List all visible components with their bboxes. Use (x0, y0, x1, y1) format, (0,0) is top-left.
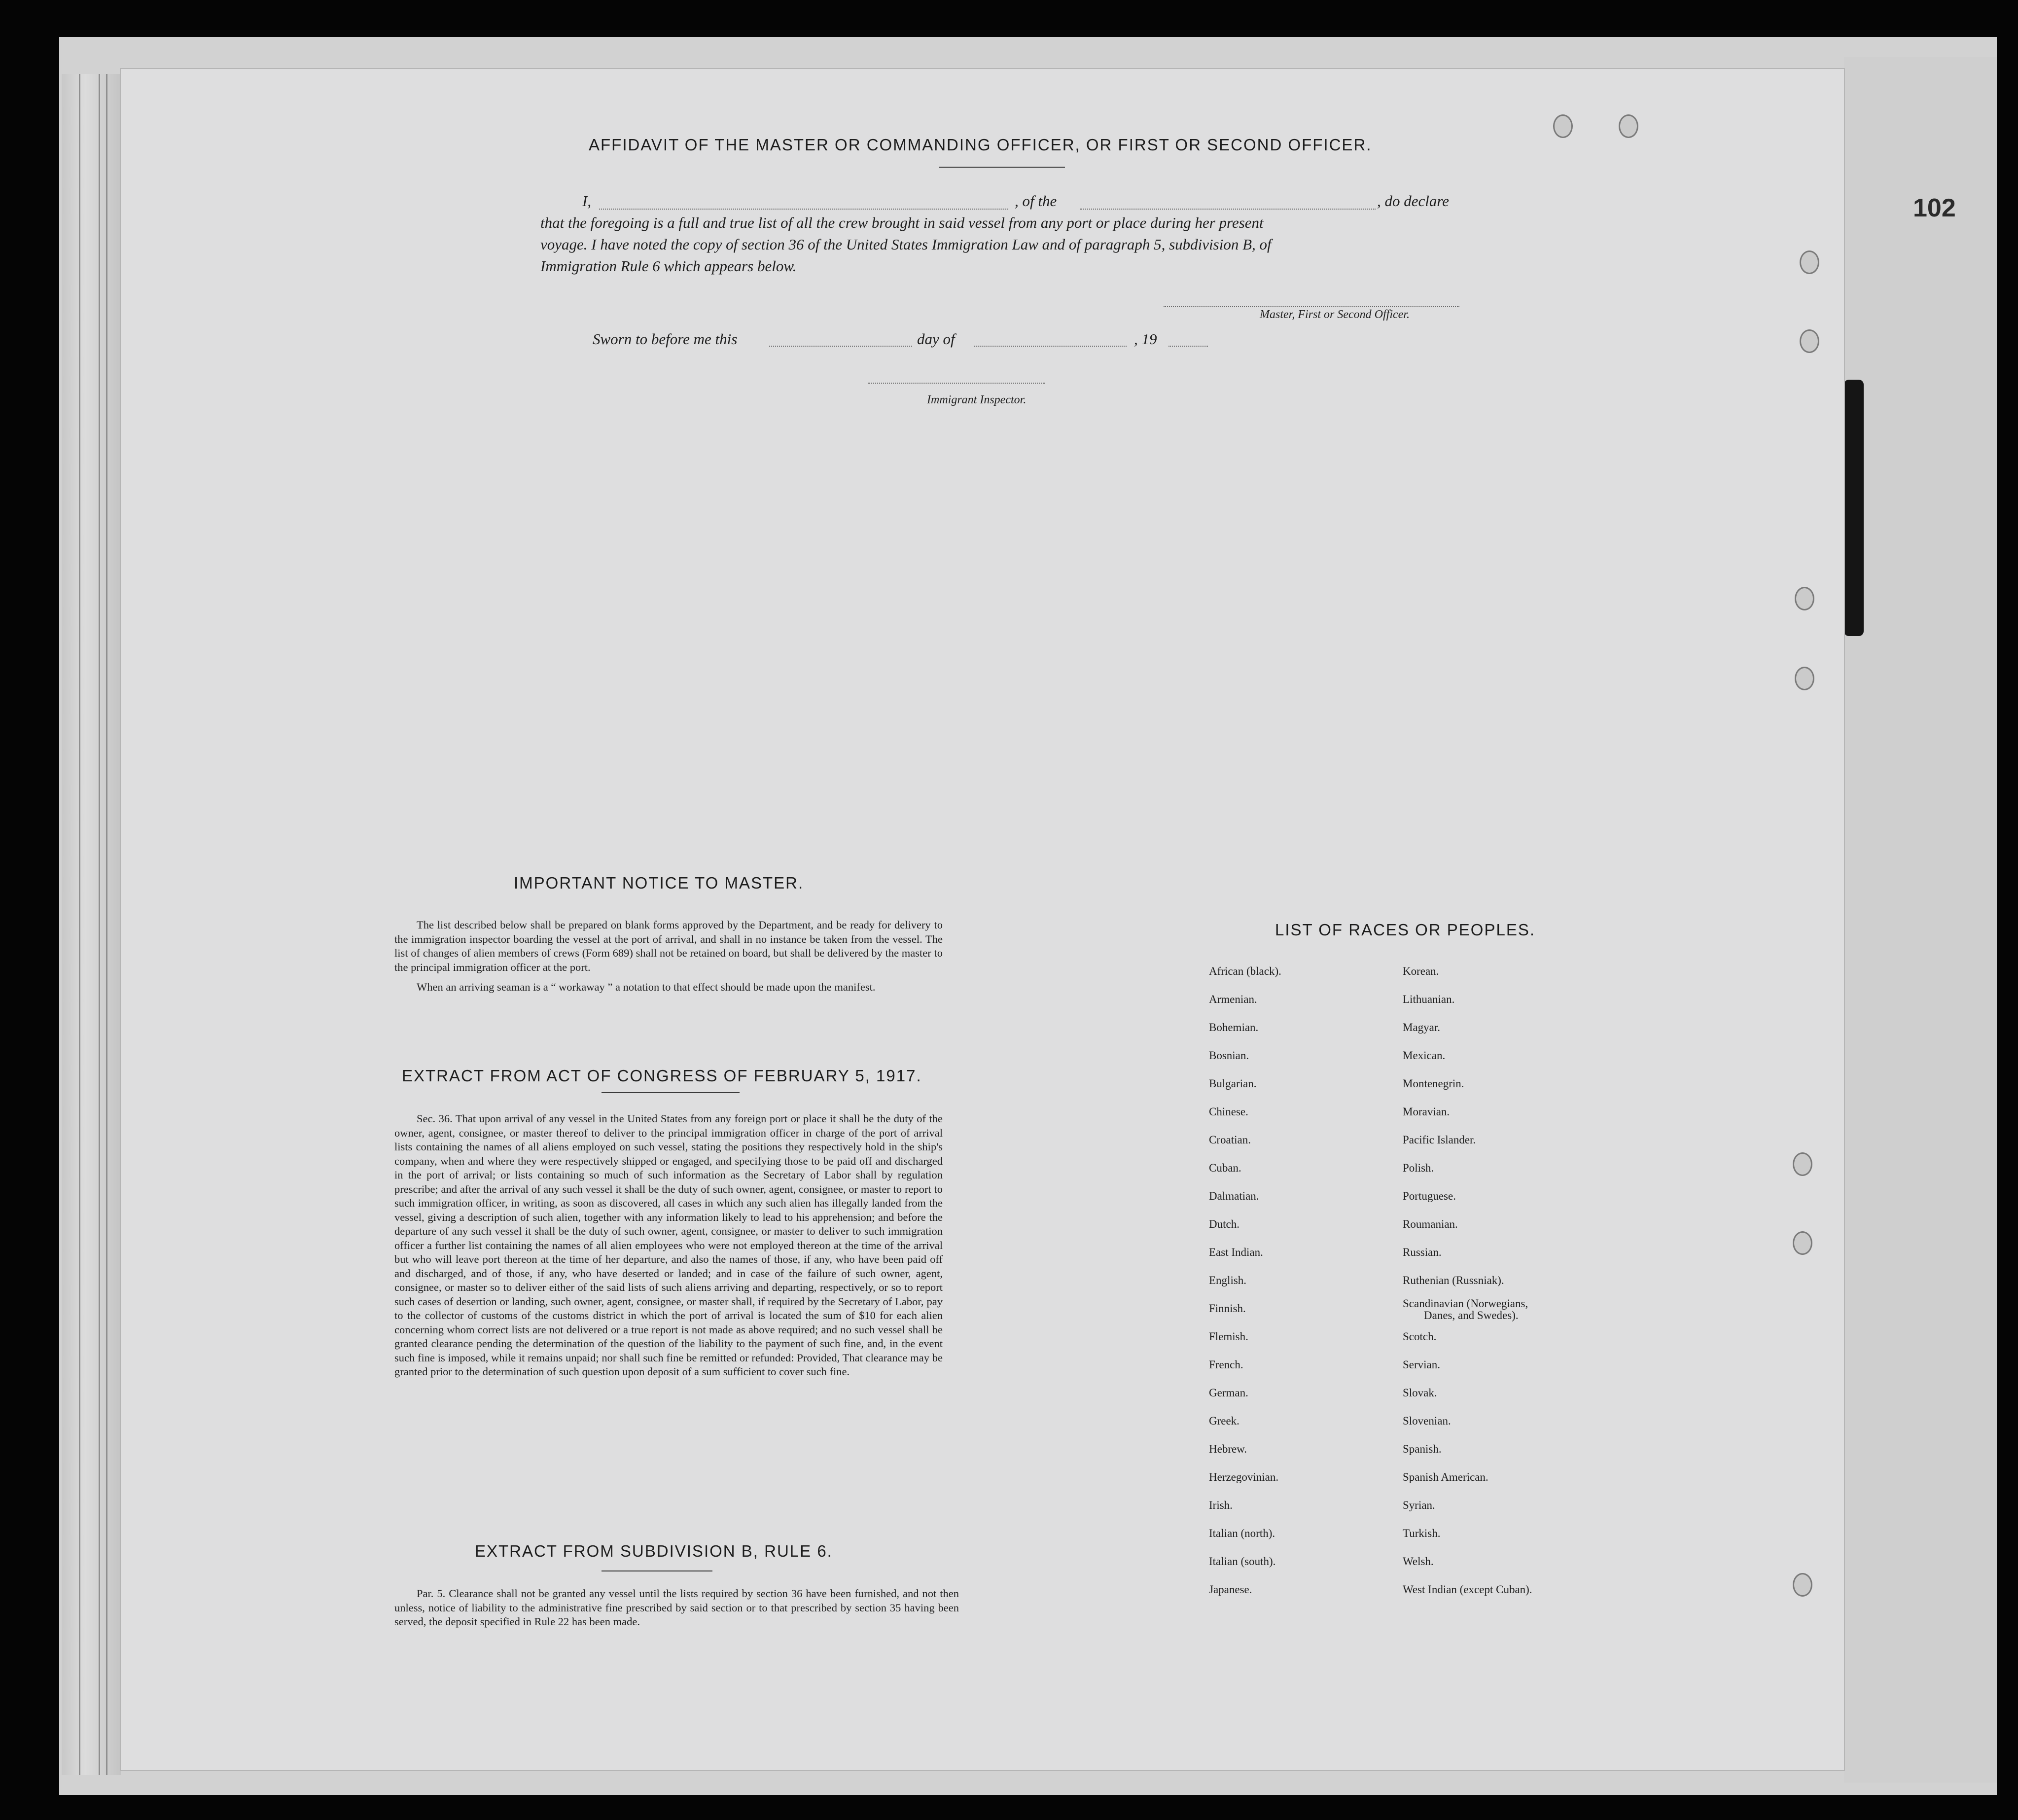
act-extract-text (394, 1112, 943, 1379)
officer-name-blank (599, 208, 1008, 210)
race-item: Hebrew. (1209, 1443, 1247, 1455)
notice-text (394, 918, 943, 995)
inspector-signature-blank (868, 382, 1045, 384)
affidavit-declare: , do declare (1377, 192, 1450, 210)
race-item: Chinese. (1209, 1106, 1248, 1118)
race-item: Syrian. (1403, 1499, 1435, 1511)
document-sheet (121, 69, 1844, 1770)
affidavit-i: I, (582, 192, 592, 210)
rule-extract-text (394, 1587, 959, 1629)
race-item: Turkish. (1403, 1527, 1441, 1539)
race-item: Lithuanian. (1403, 993, 1455, 1005)
race-item: Moravian. (1403, 1106, 1450, 1118)
race-item: Armenian. (1209, 993, 1257, 1005)
page-number: 102 (1913, 194, 1956, 222)
punch-hole (1795, 587, 1814, 610)
notice-title: IMPORTANT NOTICE TO MASTER. (514, 874, 804, 892)
race-item: Servian. (1403, 1358, 1441, 1371)
margin-line (106, 74, 107, 1775)
race-item: Mexican. (1403, 1049, 1446, 1062)
race-item: Cuban. (1209, 1162, 1241, 1174)
affidavit-line2: that the foregoing is a full and true list of all the crew brought in said vessel from any port or place during her present (540, 214, 1264, 231)
sworn-text: Sworn to before me this (593, 330, 738, 348)
margin-line (79, 74, 80, 1775)
race-item: Portuguese. (1403, 1190, 1456, 1202)
sworn-day-blank (769, 345, 912, 347)
race-item: Welsh. (1403, 1555, 1434, 1568)
margin-line (99, 74, 100, 1775)
ink-mark (1844, 380, 1864, 636)
master-signature-blank (1164, 306, 1459, 307)
race-item: Flemish. (1209, 1330, 1248, 1343)
sworn-year-blank (1168, 345, 1208, 347)
race-item: Roumanian. (1403, 1218, 1458, 1230)
notice-paragraph-2: When an arriving seaman is a “ workaway ” a notation to that effect should be made upon the manifest. (417, 981, 876, 993)
vessel-name-blank (1080, 208, 1376, 210)
race-item: Spanish American. (1403, 1471, 1488, 1483)
race-item: Spanish. (1403, 1443, 1442, 1455)
title-rule (602, 1092, 740, 1093)
affidavit-title: AFFIDAVIT OF THE MASTER OR COMMANDING OFFICER, OR FIRST OR SECOND OFFICER. (589, 136, 1372, 154)
race-item: Italian (north). (1209, 1527, 1275, 1539)
race-item: Irish. (1209, 1499, 1233, 1511)
race-item: Magyar. (1403, 1021, 1441, 1034)
punch-hole (1619, 114, 1638, 138)
year-text: , 19 (1134, 330, 1157, 348)
punch-hole (1800, 329, 1819, 353)
race-item: Montenegrin. (1403, 1077, 1464, 1090)
race-item: African (black). (1209, 965, 1281, 977)
race-item: Slovak. (1403, 1387, 1437, 1399)
race-item: Danes, and Swedes). (1424, 1309, 1519, 1321)
race-item: Dalmatian. (1209, 1190, 1259, 1202)
races-title: LIST OF RACES OR PEOPLES. (1275, 921, 1536, 939)
race-item: East Indian. (1209, 1246, 1263, 1258)
race-item: German. (1209, 1387, 1248, 1399)
race-item: Bulgarian. (1209, 1077, 1257, 1090)
race-item: Dutch. (1209, 1218, 1239, 1230)
underlying-page-edge (1844, 57, 1997, 1783)
race-item: Herzegovinian. (1209, 1471, 1279, 1483)
race-item: Japanese. (1209, 1583, 1252, 1596)
punch-hole (1793, 1152, 1812, 1176)
punch-hole (1793, 1573, 1812, 1597)
title-rule (939, 167, 1065, 168)
paragraph-5-text: Par. 5. Clearance shall not be granted any vessel until the lists required by section 36 have been furnished, and not then unless, notice of liability to the administrative fine prescribed by said section or to that prescribed by section 35 having been served, the deposit specified in Rule 22 has been made. (394, 1587, 959, 1628)
race-item: Slovenian. (1403, 1415, 1451, 1427)
race-item: Bohemian. (1209, 1021, 1259, 1034)
section-36-text: Sec. 36. That upon arrival of any vessel in the United States from any foreign port or place it shall be the duty of the owner, agent, consignee, or master thereof to deliver to the principal immigration officer in charge of the port of arrival lists containing the names of all aliens employed on such vessel, stating the positions they respectively hold in the ship's company, when and where they were respectively shipped or engaged, and specifying those to be paid off and discharged in the port of arrival; or lists containing so much of such information as the Secretary of Labor shall by regulation prescribe; and after the arrival of any such vessel it shall be the duty of such owner, agent, consignee, or master to report to such immigration officer, in writing, as soon as discovered, all cases in which any such alien has illegally landed from the vessel, giving a description of such alien, together with any information likely to lead to his apprehension; and before the departure of any such vessel it shall be the duty of such owner, agent, consignee, or master to deliver to such immigration officer a further list containing the names of all alien employees who were not employed thereon at the time of the arrival but who will leave port thereon at the time of her departure, and also the names of those, if any, who have been paid off and discharged, and of those, if any, who have deserted or landed; and in case of the failure of such owner, agent, consignee, or master so to deliver either of the said lists of such aliens arriving and departing, respectively, or so to report such cases of desertion or landing, such owner, agent, consignee, or master shall, if required by the Secretary of Labor, pay to the collector of customs of the customs district in which the port of arrival is located the sum of $10 for each alien concerning whom correct lists are not delivered or a true report is not made as above required; and no such vessel shall be granted clearance pending the determination of the question of the liability to the payment of such fine, and, in the event such fine is imposed, while it remains unpaid; nor shall such fine be remitted or refunded: Provided, That clearance may be granted prior to the determination of such question upon deposit of a sum sufficient to cover such fine. (394, 1112, 943, 1378)
act-extract-title: EXTRACT FROM ACT OF CONGRESS OF FEBRUARY 5, 1917. (402, 1067, 922, 1085)
race-item: Scotch. (1403, 1330, 1437, 1343)
race-item: Bosnian. (1209, 1049, 1249, 1062)
inspector-label: Immigrant Inspector. (927, 393, 1027, 406)
affidavit-line3: voyage. I have noted the copy of section 36 of the United States Immigration Law and of paragraph 5, subdivision B, of (540, 236, 1272, 253)
race-item: Ruthenian (Russniak). (1403, 1274, 1504, 1286)
race-item: West Indian (except Cuban). (1403, 1583, 1532, 1596)
affidavit-line4: Immigration Rule 6 which appears below. (540, 257, 797, 275)
race-item: Croatian. (1209, 1134, 1251, 1146)
race-item: Scandinavian (Norwegians, (1403, 1297, 1528, 1310)
rule-extract-title: EXTRACT FROM SUBDIVISION B, RULE 6. (475, 1542, 833, 1560)
race-item: Italian (south). (1209, 1555, 1276, 1568)
punch-hole (1553, 114, 1573, 138)
race-item: Korean. (1403, 965, 1439, 977)
sworn-month-blank (974, 345, 1127, 347)
race-item: Greek. (1209, 1415, 1239, 1427)
binding-margin (62, 74, 121, 1775)
affidavit-of-the: , of the (1015, 192, 1057, 210)
master-signature-label: Master, First or Second Officer. (1260, 308, 1410, 321)
race-item: Polish. (1403, 1162, 1434, 1174)
race-item: French. (1209, 1358, 1243, 1371)
notice-paragraph-1: The list described below shall be prepared on blank forms approved by the Department, and be ready for delivery to the immigration inspector boarding the vessel at the port of arrival, and shall in no instance be taken from the vessel. The list of changes of alien members of crews (Form 689) shall not be retained on board, but shall be delivered by the master to the principal immigration officer at the port. (394, 919, 943, 973)
day-of-text: day of (917, 330, 955, 348)
punch-hole (1795, 667, 1814, 690)
title-rule (602, 1570, 712, 1571)
punch-hole (1793, 1231, 1812, 1255)
race-item: English. (1209, 1274, 1247, 1286)
punch-hole (1800, 250, 1819, 274)
race-item: Finnish. (1209, 1302, 1246, 1315)
race-item: Russian. (1403, 1246, 1442, 1258)
race-item: Pacific Islander. (1403, 1134, 1476, 1146)
